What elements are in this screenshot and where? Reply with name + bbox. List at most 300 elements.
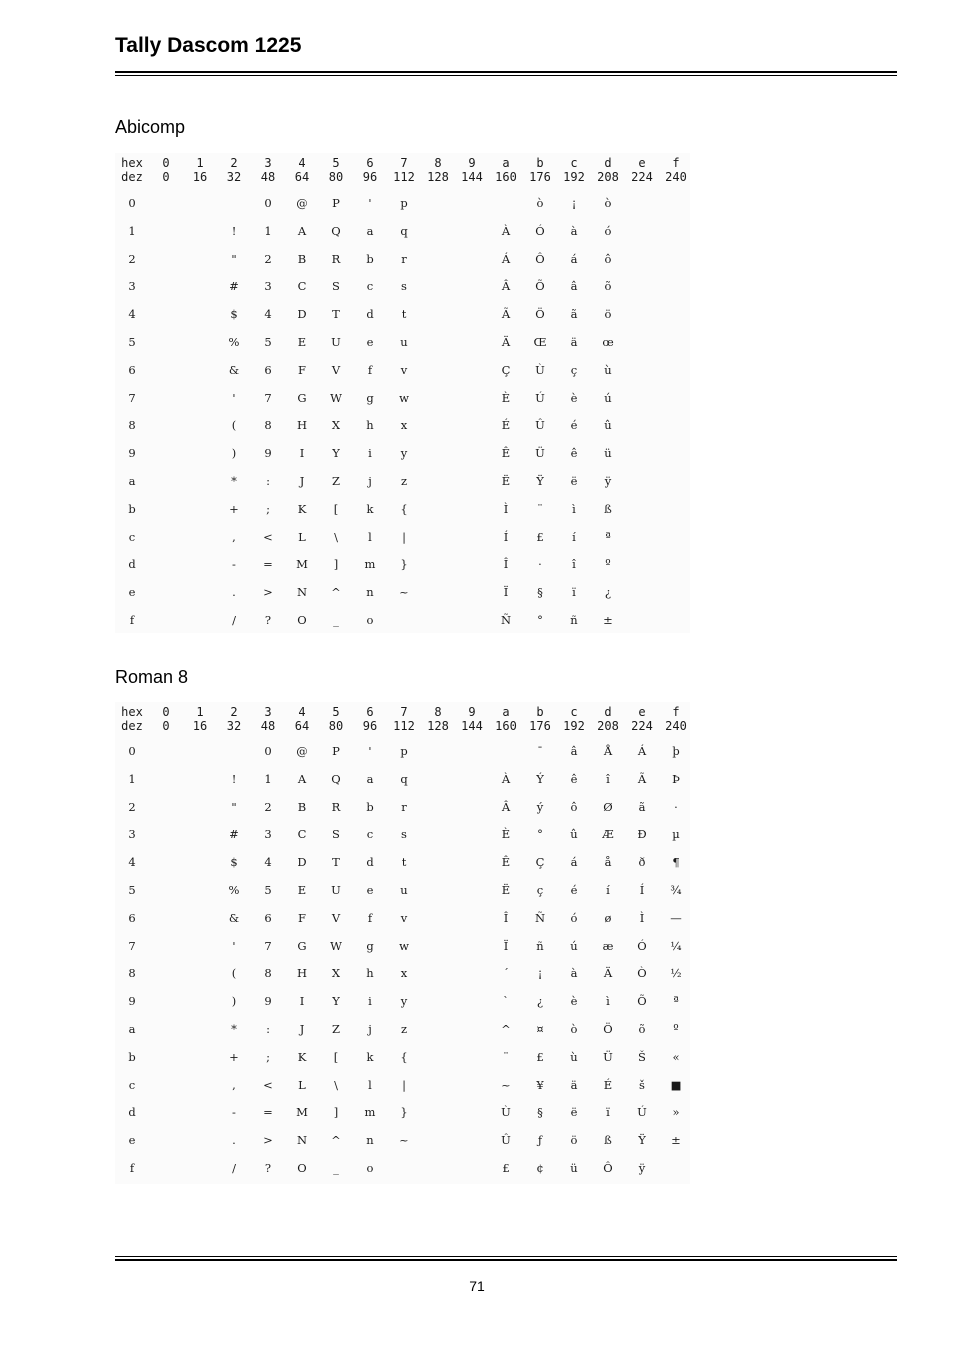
char-cell: « [672,1050,680,1064]
char-cell: G [297,391,307,405]
char-cell: F [298,911,306,925]
char-cell: ª [673,994,679,1008]
char-cell: º [605,557,611,571]
char-cell: ù [570,1050,578,1064]
char-cell: á [570,252,578,266]
header-hex-cell: 8 [434,156,442,170]
table-row [115,1021,690,1037]
header-dez-cell: 80 [328,719,344,733]
char-cell: ¿ [604,585,612,599]
char-cell: a [366,772,374,786]
header-label-hex: hex [121,156,143,170]
char-cell: ü [570,1161,578,1175]
char-cell: t [401,307,407,321]
char-cell: § [537,1105,543,1119]
char-cell: 2 [264,800,272,814]
char-cell: Q [331,224,341,238]
char-cell: < [263,1078,273,1092]
char-cell: M [296,1105,308,1119]
row-label: 8 [128,418,136,432]
header-hex-cell: 0 [162,705,170,719]
char-cell: / [232,613,236,627]
char-cell: í [606,883,610,897]
char-cell: ô [604,252,612,266]
char-cell: B [297,800,307,814]
char-cell: µ [672,827,680,841]
char-cell: % [228,883,240,897]
char-cell: i [368,994,372,1008]
char-cell: O [297,613,307,627]
char-cell: U [331,335,341,349]
char-cell: Ù [535,363,545,377]
header-hex-cell: 2 [230,705,238,719]
char-cell: ò [604,196,612,210]
char-cell: 5 [264,883,272,897]
char-cell: , [232,1078,236,1092]
char-cell: î [572,557,576,571]
header-dez-cell: 32 [226,719,242,733]
char-cell: ¨ [503,1050,509,1064]
char-cell: ¨ [537,502,543,516]
char-cell: ñ [570,613,578,627]
char-cell: â [570,279,578,293]
char-cell: 1 [264,224,272,238]
char-cell: â [570,744,578,758]
table-row [115,195,690,211]
header-hex-cell: b [536,705,544,719]
char-cell: \ [334,1078,338,1092]
char-cell: % [228,335,240,349]
char-cell: I [299,446,305,460]
char-cell: û [604,418,612,432]
char-cell: l [368,530,372,544]
char-cell: ù [604,363,612,377]
char-cell: 6 [264,363,272,377]
char-cell: ' [368,196,372,210]
char-cell: Ú [637,1105,647,1119]
char-cell: r [401,252,407,266]
char-cell: ß [604,502,612,516]
char-cell: V [331,363,341,377]
char-cell: - [232,557,236,571]
char-cell: ] [333,1105,339,1119]
header-dez-cell: 96 [362,719,378,733]
table-row [115,417,690,433]
char-cell: ¥ [536,1078,544,1092]
header-hex-cell: e [638,156,646,170]
char-cell: 6 [264,911,272,925]
char-cell: J [299,1022,305,1036]
char-cell: Í [639,883,645,897]
char-cell: Ä [501,335,511,349]
header-dez-cell: 128 [427,719,449,733]
row-label: 2 [128,800,136,814]
char-cell: , [232,530,236,544]
char-cell: : [266,1022,270,1036]
table-row [115,993,690,1009]
char-cell: | [402,530,406,544]
table-row [115,306,690,322]
char-cell: ì [606,994,610,1008]
char-cell: Ô [535,252,545,266]
char-cell: } [400,1105,408,1119]
table-row [115,1160,690,1176]
table-row [115,743,690,759]
char-cell: ø [604,911,612,925]
char-cell: ì [572,502,576,516]
char-cell: T [332,855,340,869]
char-cell: Z [332,1022,340,1036]
row-label: a [128,474,136,488]
table-row [115,390,690,406]
char-cell: Û [535,418,545,432]
char-cell: ^ [331,585,341,599]
header-hex-cell: 3 [264,156,272,170]
char-cell: Ö [535,307,545,321]
char-cell: š [639,1078,645,1092]
char-cell: í [572,530,576,544]
char-cell: ¡ [571,196,577,210]
header-dez-cell: 144 [461,719,483,733]
char-cell: R [331,252,341,266]
char-cell: s [401,279,407,293]
table-row [115,965,690,981]
char-cell: à [570,966,578,980]
header-dez-cell: 0 [162,719,170,733]
header-hex-cell: 6 [366,156,374,170]
char-cell: æ [602,939,614,953]
char-cell: S [332,827,340,841]
row-label: 1 [128,772,136,786]
char-cell: Ÿ [638,1133,646,1147]
char-cell: Œ [533,335,547,349]
header-label-dez: dez [121,719,143,733]
char-cell: § [537,585,543,599]
char-cell: ï [572,585,576,599]
char-cell: v [400,911,408,925]
char-cell: _ [333,1161,339,1175]
char-cell: k [366,1050,374,1064]
char-cell: y [400,994,408,1008]
char-cell: I [299,994,305,1008]
table-row [115,826,690,842]
char-cell: » [672,1105,680,1119]
char-cell: t [401,855,407,869]
char-cell: ° [537,827,543,841]
char-cell: Ä [603,966,613,980]
char-cell: [ [333,502,339,516]
char-cell: ¢ [536,1161,544,1175]
char-cell: l [368,1078,372,1092]
char-cell: ö [570,1133,578,1147]
header-dez-cell: 160 [495,170,517,184]
char-cell: * [231,474,237,488]
char-cell: º [673,1022,679,1036]
table-row [115,938,690,954]
char-cell: z [400,1022,408,1036]
char-cell: 5 [264,335,272,349]
char-cell: Ã [637,772,647,786]
char-cell: Ù [501,1105,511,1119]
char-cell: ! [231,224,237,238]
char-cell: ' [368,744,372,758]
char-cell: 0 [264,196,272,210]
char-cell: ¿ [536,994,544,1008]
char-cell: _ [333,613,339,627]
char-cell: ý [536,800,544,814]
char-cell: ú [604,391,612,405]
char-cell: à [570,224,578,238]
char-cell: d [366,855,374,869]
table-row [115,771,690,787]
header-hex-cell: 1 [196,705,204,719]
char-cell: x [400,418,408,432]
char-cell: K [297,1050,307,1064]
char-cell: é [570,418,578,432]
char-cell: È [501,827,511,841]
header-hex-cell: f [672,705,680,719]
char-cell: ¼ [670,939,682,953]
char-cell: N [296,1133,308,1147]
char-cell: F [298,363,306,377]
char-cell: Â [501,800,511,814]
header-dez-cell: 80 [328,170,344,184]
table-row [115,501,690,517]
table-row [115,334,690,350]
char-cell: ò [570,1022,578,1036]
section-title-roman8: Roman 8 [115,667,189,687]
char-cell: Q [331,772,341,786]
header-hex-cell: e [638,705,646,719]
char-cell: ¯ [537,744,543,758]
row-label: 4 [128,307,136,321]
char-cell: Ô [603,1161,613,1175]
row-label: 0 [128,196,136,210]
char-cell: 2 [264,252,272,266]
char-cell: Ñ [534,911,546,925]
char-cell: L [298,530,306,544]
charset-table-abicomp [115,153,690,633]
char-cell: [ [333,1050,339,1064]
char-cell: ~ [501,1078,511,1092]
char-cell: ? [264,613,272,627]
char-cell: + [229,502,239,516]
header-row-dez [115,169,690,185]
header-dez-cell: 208 [597,719,619,733]
char-cell: ê [570,772,578,786]
header-hex-cell: 6 [366,705,374,719]
char-cell: X [331,966,341,980]
header-dez-cell: 224 [631,719,653,733]
char-cell: Ê [501,855,511,869]
char-cell: É [501,418,511,432]
row-label: a [128,1022,136,1036]
char-cell: Û [501,1133,511,1147]
char-cell: á [570,855,578,869]
row-label: d [128,557,136,571]
char-cell: D [297,307,307,321]
char-cell: ! [231,772,237,786]
char-cell: c [366,827,374,841]
char-cell: ( [231,418,237,432]
header-dez-cell: 64 [294,170,310,184]
char-cell: n [366,585,374,599]
char-cell: ^ [331,1133,341,1147]
char-cell: ç [536,883,544,897]
table-row [115,1104,690,1120]
char-cell: O [297,1161,307,1175]
char-cell: 1 [264,772,272,786]
char-cell: Ë [501,883,511,897]
table-row [115,362,690,378]
char-cell: T [332,307,340,321]
char-cell: ½ [670,966,682,980]
char-cell: ë [570,1105,578,1119]
char-cell: ) [231,446,237,460]
char-cell: · [674,800,678,814]
table-row [115,529,690,545]
row-label: 3 [128,279,136,293]
char-cell: e [366,883,374,897]
table-row [115,278,690,294]
char-cell: è [570,391,578,405]
page-number: 71 [469,1278,485,1294]
char-cell: m [364,557,376,571]
char-cell: ä [570,335,578,349]
char-cell: Ï [503,585,509,599]
char-cell: Ñ [500,613,512,627]
char-cell: ? [264,1161,272,1175]
char-cell: q [400,772,408,786]
char-cell: ` [503,994,509,1008]
row-label: 7 [128,391,136,405]
char-cell: c [366,279,374,293]
char-cell: W [330,391,342,405]
char-cell: p [400,744,408,758]
char-cell: & [228,363,240,377]
char-cell: Ü [535,446,545,460]
char-cell: ) [231,994,237,1008]
char-cell: Õ [535,279,545,293]
footer-rule-thick [115,1259,897,1261]
char-cell: ~ [399,585,409,599]
char-cell: 8 [264,966,272,980]
char-cell: ¾ [670,883,682,897]
char-cell: A [297,772,307,786]
row-label: 1 [128,224,136,238]
char-cell: $ [230,307,238,321]
char-cell: \ [334,530,338,544]
char-cell: Á [637,744,647,758]
header-hex-cell: 7 [400,156,408,170]
char-cell: @ [296,744,308,758]
char-cell: Õ [637,994,647,1008]
char-cell: : [266,474,270,488]
char-cell: Æ [602,827,614,841]
char-cell: / [232,1161,236,1175]
char-cell: È [501,391,511,405]
char-cell: ô [570,800,578,814]
char-cell: ÿ [638,1161,646,1175]
char-cell: D [297,855,307,869]
header-dez-cell: 32 [226,170,242,184]
char-cell: ß [604,1133,612,1147]
header-dez-cell: 176 [529,719,551,733]
footer-rule-thin [115,1256,897,1257]
char-cell: J [299,474,305,488]
char-cell: * [231,1022,237,1036]
header-dez-cell: 192 [563,170,585,184]
char-cell: é [570,883,578,897]
header-hex-cell: c [570,156,578,170]
header-dez-cell: 48 [260,719,276,733]
char-cell: E [297,335,307,349]
header-hex-cell: 2 [230,156,238,170]
table-row [115,223,690,239]
char-cell: · [538,557,542,571]
char-cell: r [401,800,407,814]
char-cell: 9 [264,446,272,460]
char-cell: Y [332,446,340,460]
char-cell: ð [638,855,646,869]
header-hex-cell: 4 [298,705,306,719]
char-cell: R [331,800,341,814]
charset-table-roman8 [115,702,690,1184]
char-cell: # [229,279,239,293]
char-cell: H [296,418,308,432]
char-cell: f [367,911,373,925]
char-cell: w [399,391,409,405]
char-cell: Ó [535,224,545,238]
char-cell: 7 [264,391,272,405]
char-cell: q [400,224,408,238]
header-dez-cell: 64 [294,719,310,733]
char-cell: £ [536,530,544,544]
char-cell: 3 [264,827,272,841]
char-cell: ê [570,446,578,460]
header-dez-cell: 96 [362,170,378,184]
char-cell: Ý [536,772,544,786]
char-cell: V [331,911,341,925]
char-cell: k [366,502,374,516]
char-cell: = [263,557,273,571]
char-cell: f [367,363,373,377]
table-row [115,854,690,870]
char-cell: j [368,1022,372,1036]
char-cell: ' [232,391,236,405]
char-cell: 4 [264,855,272,869]
header-hex-cell: 5 [332,156,340,170]
char-cell: W [330,939,342,953]
char-cell: " [231,800,237,814]
row-label: e [128,1133,136,1147]
char-cell: û [570,827,578,841]
row-label: f [129,613,135,627]
header-dez-cell: 112 [393,170,415,184]
char-cell: ± [671,1133,681,1147]
row-label: f [129,1161,135,1175]
char-cell: p [400,196,408,210]
header-dez-cell: 144 [461,170,483,184]
char-cell: > [263,1133,273,1147]
table-row [115,1049,690,1065]
table-row [115,251,690,267]
char-cell: g [366,391,374,405]
char-cell: Ð [637,827,647,841]
char-cell: - [232,1105,236,1119]
char-cell: Ü [603,1050,613,1064]
char-cell: Ã [501,307,511,321]
